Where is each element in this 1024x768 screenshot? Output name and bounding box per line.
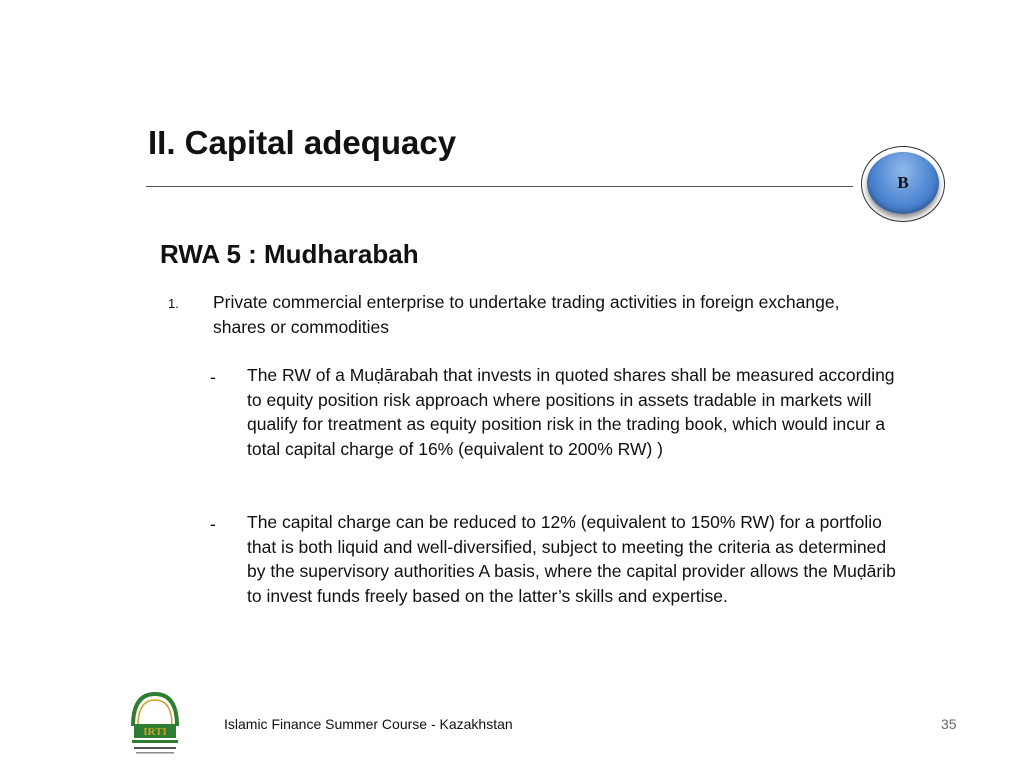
page-number: 35	[941, 716, 957, 732]
irti-logo	[128, 690, 182, 758]
slide-subtitle: RWA 5 : Mudharabah	[160, 239, 419, 269]
sub-bullet-dash: -	[210, 514, 216, 534]
sub-bullet-dash: -	[210, 367, 216, 387]
section-badge	[867, 152, 939, 214]
footer-text: Islamic Finance Summer Course - Kazakhstan	[224, 716, 513, 732]
sub-bullet-text: The capital charge can be reduced to 12% (equivalent to 150% RW) for a portfolio that is both liquid and well-diversified, subject to meeting the criteria as determined by the supervisory authorities A basis, where the capital provider allows the Muḍārib to invest funds freely based on the latter’s skills and expertise.	[247, 512, 896, 606]
list-item-text: Private commercial enterprise to undertake trading activities in foreign exchange, shares or commodities	[213, 292, 840, 337]
list-item-number: 1.	[168, 296, 179, 311]
section-badge-label: B	[897, 173, 909, 192]
svg-text:IRTI: IRTI	[143, 726, 167, 738]
slide-title: II. Capital adequacy	[148, 124, 457, 161]
title-divider	[146, 186, 853, 187]
sub-bullet-text: The RW of a Muḍārabah that invests in quoted shares shall be measured according to equity position risk approach where positions in assets tradable in markets will qualify for treatment as equity position risk in the trading book, which would incur a total capital charge of 16% (equivalent to 200% RW) )	[247, 365, 895, 459]
